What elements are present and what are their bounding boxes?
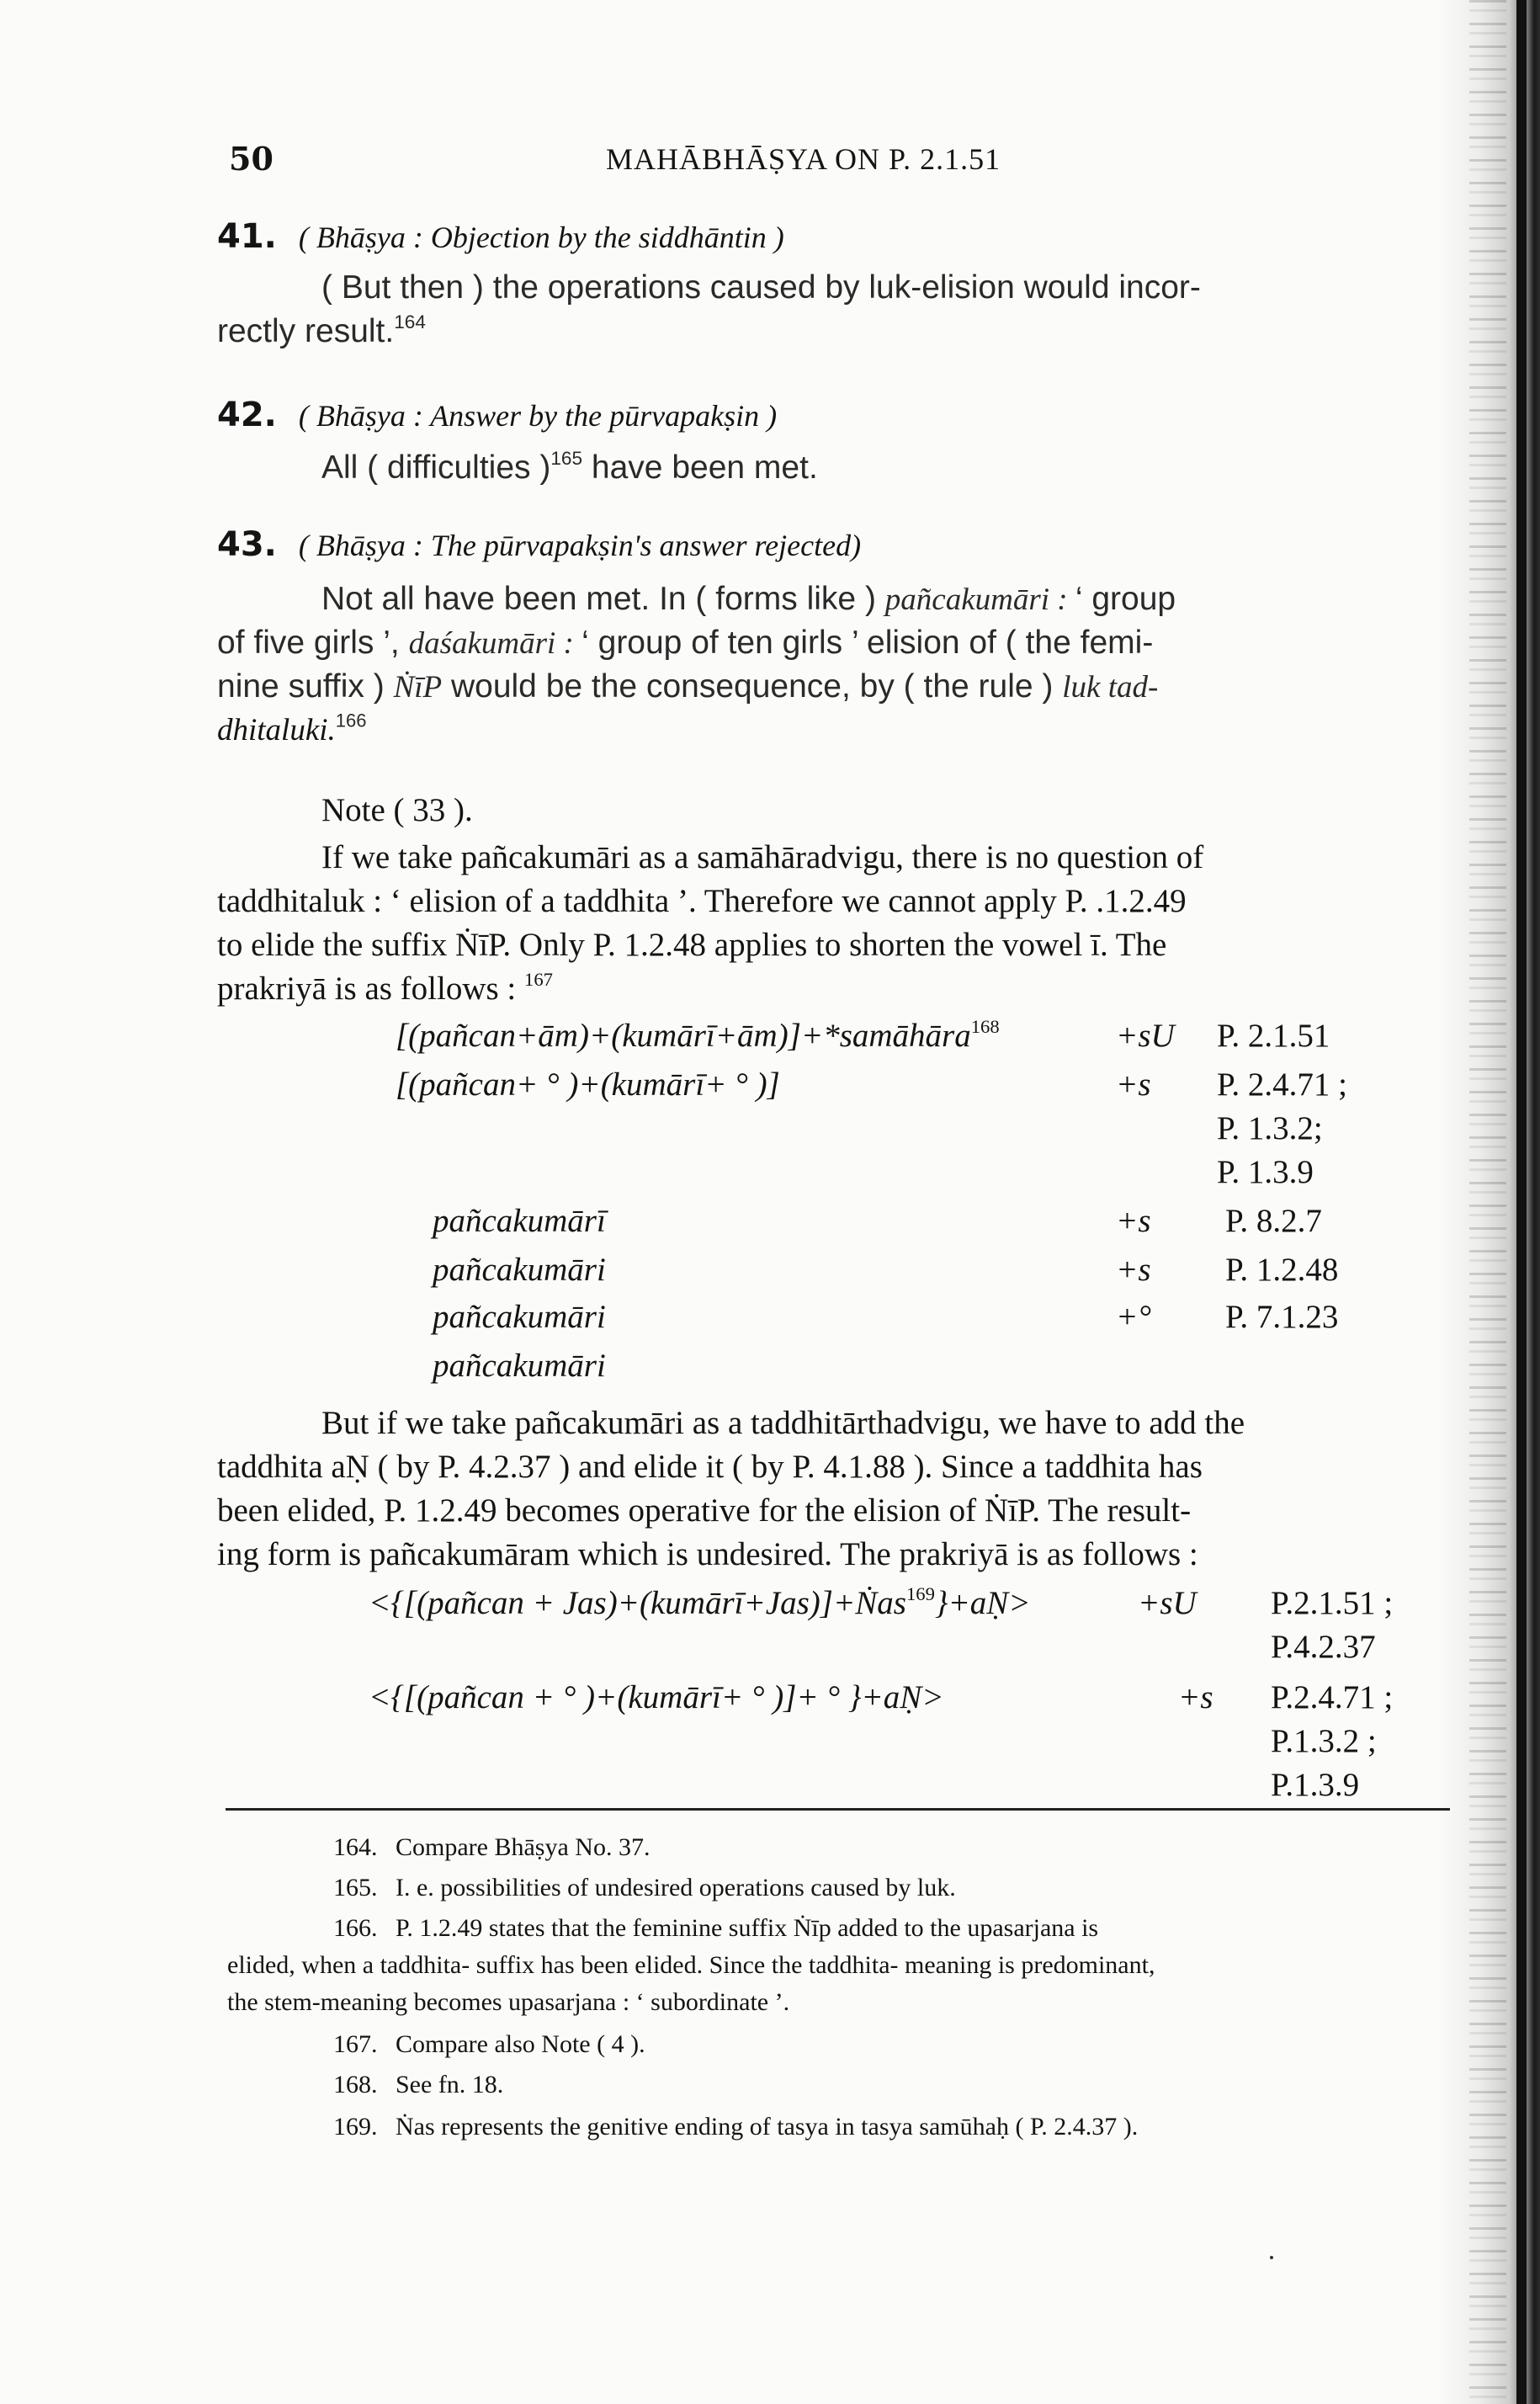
footnote-ref-168: 168 xyxy=(970,1016,1000,1038)
note-p1-line-4 xyxy=(217,970,553,1008)
footnote-166 xyxy=(333,1914,1098,1943)
footnote-text: I. e. possibilities of undesired operations caused by luk. xyxy=(396,1874,956,1901)
prakriya1-row-4-rule: P. 1.3.9 xyxy=(1217,1154,1314,1190)
note-p2-line-3: been elided, P. 1.2.49 becomes operative for the elision of ṄīP. The result- xyxy=(217,1492,1192,1529)
prakriya2-row-3-suffix: +s xyxy=(1178,1679,1213,1715)
footnote-169 xyxy=(333,2113,1138,2141)
term-pancakumari: pañcakumāri : xyxy=(884,582,1075,617)
expression-a: <{[(pañcan + Jas)+(kumārī+Jas)]+Ṅas xyxy=(369,1585,906,1621)
section-41-heading xyxy=(217,217,784,256)
footnote-text: See fn. 18. xyxy=(396,2071,504,2098)
section-number: 43. xyxy=(217,525,277,564)
footnote-number: 166. xyxy=(333,1914,378,1942)
line-text-b: have been met. xyxy=(582,449,818,486)
prakriya2-row-1-rule: P.2.1.51 ; xyxy=(1271,1585,1394,1621)
prakriya1-row-3-rule: P. 1.3.2; xyxy=(1217,1110,1323,1146)
footnote-ref-164: 164 xyxy=(394,311,426,333)
footnote-ref-165: 165 xyxy=(550,448,583,470)
prakriya1-row-7-suffix: +° xyxy=(1116,1299,1151,1335)
scan-edge-speckle xyxy=(1469,0,1506,2404)
line-text: of five girls ’, xyxy=(217,625,409,661)
note-p2-line-4: ing form is pañcakumāram which is undesired. The prakriyā is as follows : xyxy=(217,1536,1198,1572)
prakriya1-row-6-expr: pañcakumāri xyxy=(433,1252,606,1288)
footnote-ref-167: 167 xyxy=(524,969,553,991)
expression: [(pañcan+ām)+(kumārī+ām)]+*samāhāra xyxy=(396,1018,971,1054)
section-number: 42. xyxy=(217,396,277,434)
footnote-number: 167. xyxy=(333,2030,378,2058)
footnote-rule xyxy=(226,1808,1450,1811)
prakriya1-row-1-rule: P. 2.1.51 xyxy=(1217,1018,1330,1054)
footnote-number: 165. xyxy=(333,1874,378,1901)
section-42-line-1 xyxy=(321,449,818,487)
footnote-164 xyxy=(333,1833,650,1862)
scan-speck xyxy=(1270,2256,1273,2259)
prakriya1-row-7-rule: P. 7.1.23 xyxy=(1225,1299,1339,1335)
section-heading: ( Bhāṣya : The pūrvapakṣin's answer rejected) xyxy=(298,529,862,562)
line-text: would be the consequence, by ( the rule ) xyxy=(442,668,1063,705)
footnote-text: P. 1.2.49 states that the feminine suffix Ṅīp added to the upasarjana is xyxy=(396,1914,1099,1942)
footnote-number: 164. xyxy=(333,1833,378,1861)
running-title: MAHĀBHĀṢYA ON P. 2.1.51 xyxy=(606,142,1001,176)
note-p1-line-1: If we take pañcakumāri as a samāhāradvigu, there is no question of xyxy=(321,839,1204,875)
footnote-166-line-2: elided, when a taddhita- suffix has been elided. Since the taddhita- meaning is predominant, xyxy=(227,1951,1155,1979)
term-luk-taddhitaluki: luk tad- xyxy=(1062,670,1159,705)
prakriya1-row-7-expr: pañcakumāri xyxy=(433,1299,606,1335)
line-text: rectly result. xyxy=(217,313,395,349)
note-p2-line-2: taddhita aṆ ( by P. 4.2.37 ) and elide it ( by P. 4.1.88 ). Since a taddhita has xyxy=(217,1449,1203,1485)
line-text: Not all have been met. In ( forms like ) xyxy=(321,581,885,617)
footnote-ref-166: 166 xyxy=(335,710,367,731)
prakriya2-row-2-rule: P.4.2.37 xyxy=(1271,1629,1376,1665)
prakriya2-row-1-suffix: +sU xyxy=(1138,1585,1197,1621)
section-heading: ( Bhāṣya : Objection by the siddhāntin ) xyxy=(298,221,784,254)
section-42-heading xyxy=(217,396,777,434)
prakriya2-row-3-expr: <{[(pañcan + ° )+(kumārī+ ° )]+ ° }+aṆ> xyxy=(369,1679,944,1715)
footnote-text: Compare also Note ( 4 ). xyxy=(396,2030,645,2058)
section-number: 41. xyxy=(217,217,277,256)
footnote-text: Ṅas represents the genitive ending of tasya in tasya samūhaḥ ( P. 2.4.37 ). xyxy=(396,2113,1139,2141)
line-text: ‘ group xyxy=(1075,581,1176,617)
prakriya1-row-5-expr: pañcakumārī xyxy=(433,1203,606,1239)
section-41-line-1: ( But then ) the operations caused by luk-elision would incor- xyxy=(321,269,1201,306)
section-43-line-4 xyxy=(217,712,367,748)
footnote-168 xyxy=(333,2071,503,2099)
footnote-ref-169: 169 xyxy=(905,1583,935,1605)
prakriya1-row-2-suffix: +s xyxy=(1116,1066,1151,1103)
expression-b: }+aṆ> xyxy=(934,1585,1031,1621)
prakriya1-row-5-rule: P. 8.2.7 xyxy=(1225,1203,1322,1239)
line-text: ‘ group of ten girls ’ elision of ( the femi- xyxy=(581,625,1154,661)
scan-edge-line xyxy=(1516,0,1527,2404)
prakriya2-row-5-rule: P.1.3.9 xyxy=(1271,1767,1360,1803)
prakriya1-row-5-suffix: +s xyxy=(1116,1203,1151,1239)
section-43-line-3 xyxy=(217,668,1158,705)
prakriya1-row-6-rule: P. 1.2.48 xyxy=(1225,1252,1339,1288)
prakriya1-row-8-expr: pañcakumāri xyxy=(433,1348,606,1384)
prakriya1-row-2-rule: P. 2.4.71 ; xyxy=(1217,1066,1347,1103)
footnote-text: Compare Bhāṣya No. 37. xyxy=(396,1833,651,1861)
note-p1-line-2: taddhitaluk : ‘ elision of a taddhita ’. Therefore we cannot apply P. .1.2.49 xyxy=(217,883,1187,919)
note-p2-line-1: But if we take pañcakumāri as a taddhitārthadvigu, we have to add the xyxy=(321,1405,1245,1441)
prakriya2-row-3-rule: P.2.4.71 ; xyxy=(1271,1679,1394,1715)
term-nip: ṄīP xyxy=(393,670,443,705)
line-text-a: All ( difficulties ) xyxy=(321,449,551,486)
line-text: prakriyā is as follows : xyxy=(217,971,525,1007)
term-dhitaluki: dhitaluki. xyxy=(217,713,336,747)
prakriya1-row-1-suffix: +sU xyxy=(1116,1018,1175,1054)
section-heading: ( Bhāṣya : Answer by the pūrvapakṣin ) xyxy=(298,399,778,433)
prakriya1-row-2-expr: [(pañcan+ ° )+(kumārī+ ° )] xyxy=(396,1066,780,1103)
note-title: Note ( 33 ). xyxy=(321,792,473,828)
prakriya1-row-6-suffix: +s xyxy=(1116,1252,1151,1288)
footnote-167 xyxy=(333,2030,645,2059)
section-43-line-1 xyxy=(321,581,1176,618)
footnote-165 xyxy=(333,1874,956,1902)
footnote-166-line-3: the stem-meaning becomes upasarjana : ‘ subordinate ’. xyxy=(227,1988,790,2016)
note-p1-line-3: to elide the suffix ṄīP. Only P. 1.2.48 applies to shorten the vowel ī. The xyxy=(217,927,1167,963)
prakriya2-row-4-rule: P.1.3.2 ; xyxy=(1271,1723,1377,1759)
term-dasakumari: daśakumāri : xyxy=(408,626,582,661)
section-41-line-2 xyxy=(217,313,426,350)
footnote-number: 168. xyxy=(333,2071,378,2098)
line-text: nine suffix ) xyxy=(217,668,394,705)
prakriya1-row-1-expr xyxy=(396,1017,1000,1055)
section-43-line-2 xyxy=(217,625,1153,662)
page-number: 50 xyxy=(229,140,273,178)
footnote-number: 169. xyxy=(333,2113,378,2141)
section-43-heading xyxy=(217,525,861,564)
prakriya2-row-1-expr xyxy=(369,1584,1031,1622)
